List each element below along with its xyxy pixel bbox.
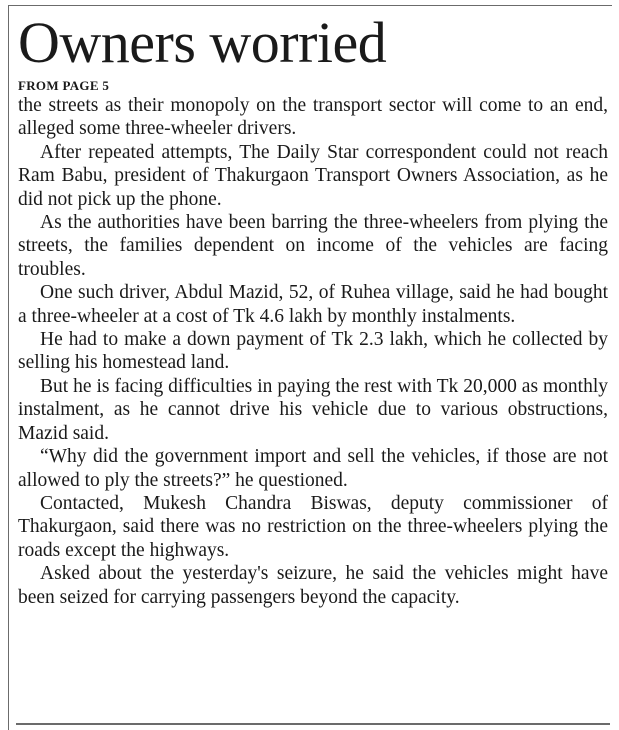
paragraph: As the authorities have been barring the three-wheelers from plying the streets, the families dependent on income of the vehicles are facing troubles. — [18, 212, 608, 280]
paragraph: But he is facing difficulties in paying the rest with Tk 20,000 as monthly instalment, as he cannot drive his vehicle due to various obstructions, Mazid said. — [18, 375, 608, 444]
paragraph: One such driver, Abdul Mazid, 52, of Ruhea village, said he had bought a three-wheeler at a cost of Tk 4.6 lakh by monthly instalments. — [18, 282, 608, 327]
paragraph: “Why did the government import and sell the vehicles, if those are not allowed to ply the streets?” he questioned. — [18, 446, 608, 491]
frame-left-rule — [8, 5, 9, 730]
paragraph-continued: the streets as their monopoly on the transport sector will come to an end, alleged some three-wheeler drivers. — [18, 95, 608, 140]
bottom-rule — [16, 723, 610, 725]
paragraph: He had to make a down payment of Tk 2.3 lakh, which he collected by selling his homestead land. — [18, 329, 608, 374]
paragraph: Asked about the yesterday's seizure, he said the vehicles might have been seized for carrying passengers beyond the capacity. — [18, 563, 608, 608]
headline: Owners worried — [18, 10, 387, 75]
paragraph: Contacted, Mukesh Chandra Biswas, deputy commissioner of Thakurgaon, said there was no restriction on the three-wheelers plying the roads except the highways. — [18, 492, 608, 561]
news-article — [18, 10, 608, 609]
jump-line: FROM PAGE 5 — [18, 78, 110, 93]
paragraph: After repeated attempts, The Daily Star correspondent could not reach Ram Babu, president of Thakurgaon Transport Owners Association, as he did not pick up the phone. — [18, 141, 608, 210]
frame-top-rule — [8, 5, 612, 6]
